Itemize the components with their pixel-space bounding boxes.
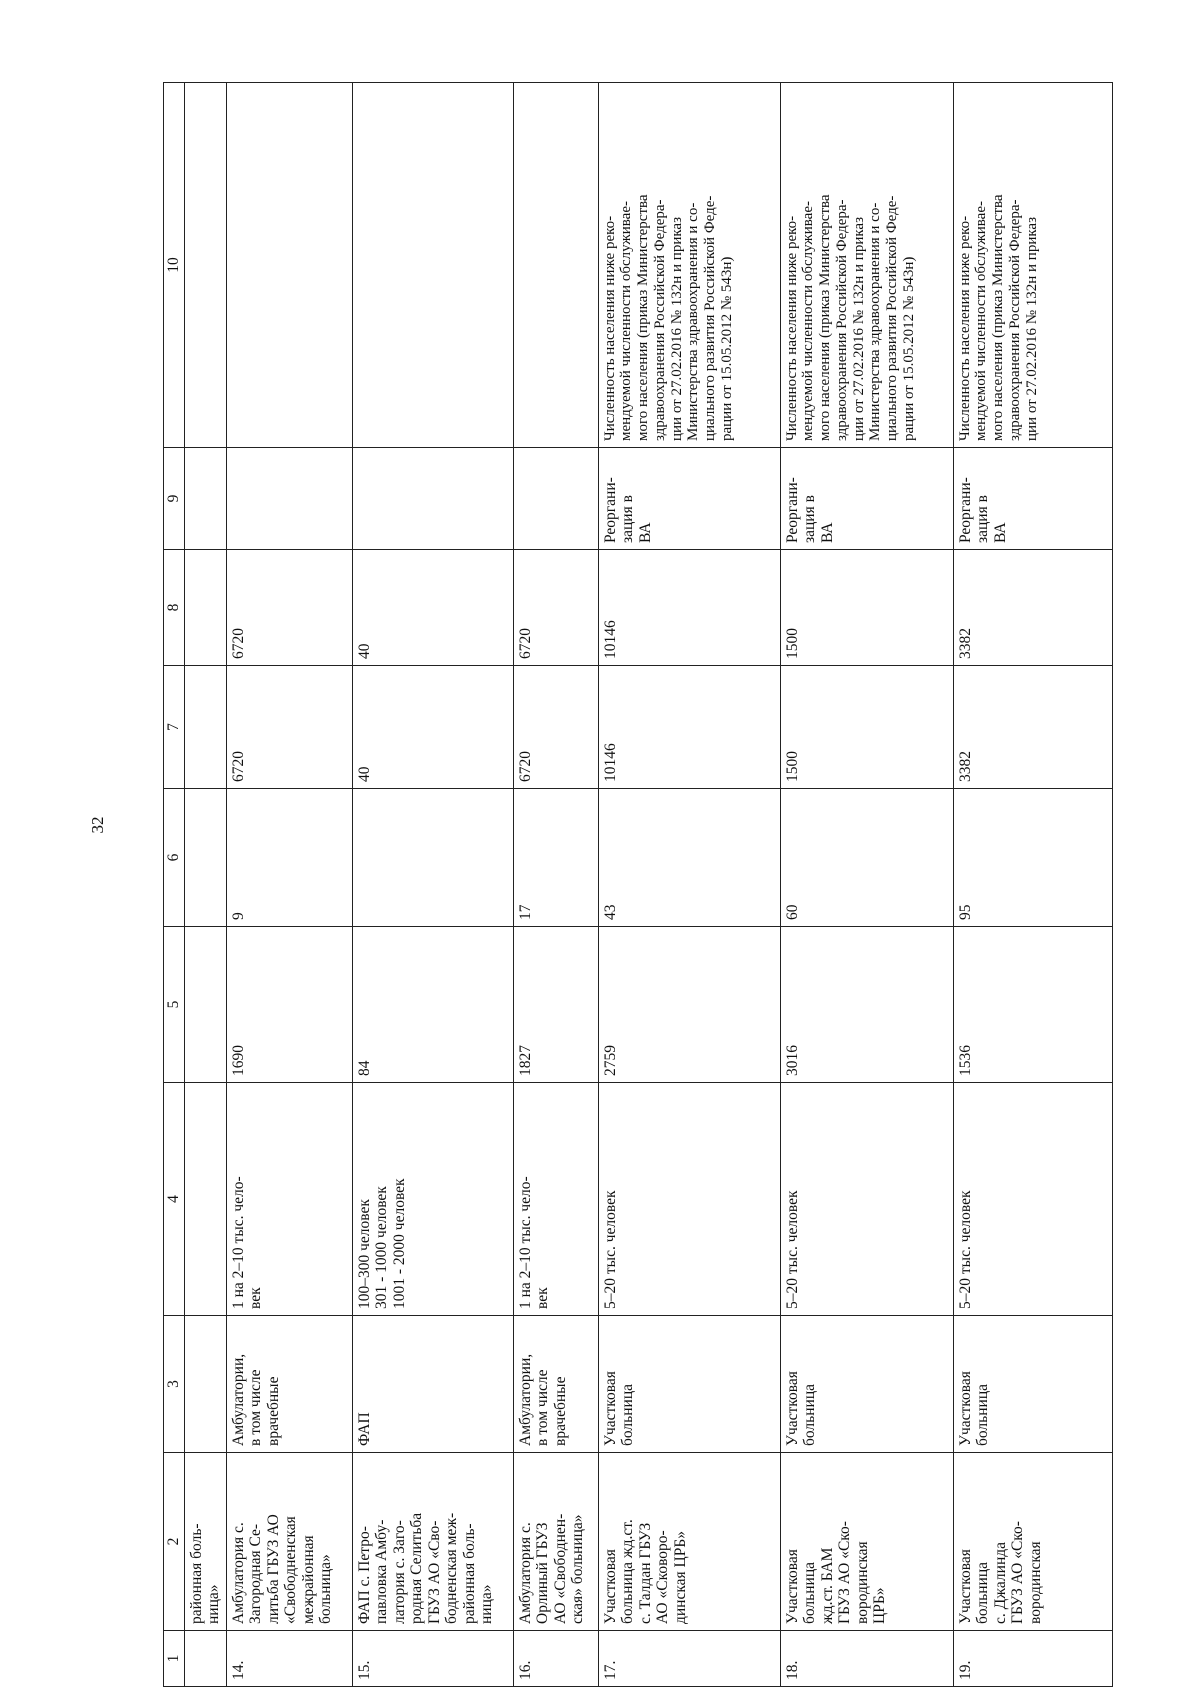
header-cell: 7	[164, 666, 185, 789]
header-cell: 1	[164, 1631, 185, 1687]
col-5-value: 84	[352, 927, 513, 1083]
col-10-notes: Численность населения ниже реко- мендуемой численности обслуживае- мого населения (приказ Министерства здравоохранения Российской Федера- ции от 27.02.2016 № 132н и приказ Министерства здравоохранения и со- циального развития Российской Феде- рации от 15.05.2012 № 543н)	[598, 83, 780, 448]
facility-name: Амбулатория с. Загородная Се- литьба ГБУЗ АО «Свободненская межрайонная больница»	[226, 1453, 352, 1631]
col-9-value	[352, 448, 513, 550]
population-norm: 100–300 человек 301 - 1000 человек 1001 - 2000 человек	[352, 1083, 513, 1316]
table-cell	[184, 666, 226, 789]
facility-name: Амбулатория с. Орлиный ГБУЗ АО «Свободнен- ская» больница»	[513, 1453, 598, 1631]
col-6-value	[352, 789, 513, 927]
row-number: 17.	[598, 1631, 780, 1687]
col-8-value: 6720	[226, 550, 352, 666]
header-cell: 5	[164, 927, 185, 1083]
table-cell	[184, 789, 226, 927]
col-9-value: Реоргани- зация в ВА	[780, 448, 953, 550]
col-8-value: 10146	[598, 550, 780, 666]
table-row	[598, 83, 780, 1687]
header-cell: 4	[164, 1083, 185, 1316]
table-cell	[184, 1631, 226, 1687]
col-7-value: 1500	[780, 666, 953, 789]
col-7-value: 6720	[513, 666, 598, 789]
continued-name-cell: районная боль- ница»	[184, 1453, 226, 1631]
facility-type: Участковая больница	[598, 1316, 780, 1453]
table-cell	[184, 927, 226, 1083]
row-number: 16.	[513, 1631, 598, 1687]
population-norm: 1 на 2–10 тыс. чело- век	[226, 1083, 352, 1316]
col-5-value: 1690	[226, 927, 352, 1083]
col-7-value: 3382	[953, 666, 1112, 789]
facility-type: ФАП	[352, 1316, 513, 1453]
col-6-value: 43	[598, 789, 780, 927]
header-cell: 3	[164, 1316, 185, 1453]
col-7-value: 6720	[226, 666, 352, 789]
col-10-notes	[226, 83, 352, 448]
header-cell: 10	[164, 83, 185, 448]
row-number: 19.	[953, 1631, 1112, 1687]
rotated-table-wrapper	[163, 83, 1088, 1687]
facility-type: Участковая больница	[780, 1316, 953, 1453]
table-cell	[184, 1083, 226, 1316]
header-cell: 9	[164, 448, 185, 550]
col-6-value: 17	[513, 789, 598, 927]
col-6-value: 9	[226, 789, 352, 927]
facility-type: Амбулатории, в том числе врачебные	[226, 1316, 352, 1453]
col-8-value: 1500	[780, 550, 953, 666]
facility-name: ФАП с. Петро- павловка Амбу- латория с. Заго- родная Селитьба ГБУЗ АО «Сво- бодненская меж- районная боль- ница»	[352, 1453, 513, 1631]
col-6-value: 60	[780, 789, 953, 927]
population-norm: 1 на 2–10 тыс. чело- век	[513, 1083, 598, 1316]
table-cell	[184, 550, 226, 666]
col-10-notes: Численность населения ниже реко- мендуемой численности обслуживае- мого населения (приказ Министерства здравоохранения Российской Федера- ции от 27.02.2016 № 132н и приказ Министерства здравоохранения и со- циального развития Российской Феде- рации от 15.05.2012 № 543н)	[780, 83, 953, 448]
facility-name: Участковая больница жд.ст. с. Талдан ГБУЗ АО «Сковоро- динская ЦРБ»	[598, 1453, 780, 1631]
facility-type: Амбулатории, в том числе врачебные	[513, 1316, 598, 1453]
row-number: 18.	[780, 1631, 953, 1687]
col-10-notes: Численность населения ниже реко- мендуемой численности обслуживае- мого населения (приказ Министерства здравоохранения Российской Федера- ции от 27.02.2016 № 132н и приказ	[953, 83, 1112, 448]
header-row	[164, 83, 185, 1687]
col-5-value: 1827	[513, 927, 598, 1083]
population-norm: 5–20 тыс. человек	[598, 1083, 780, 1316]
population-norm: 5–20 тыс. человек	[953, 1083, 1112, 1316]
table-cell	[184, 1316, 226, 1453]
table-cell	[184, 448, 226, 550]
table-row	[953, 83, 1112, 1687]
col-8-value: 6720	[513, 550, 598, 666]
col-7-value: 10146	[598, 666, 780, 789]
table-row	[513, 83, 598, 1687]
col-9-value	[513, 448, 598, 550]
facility-type: Участковая больница	[953, 1316, 1112, 1453]
population-norm: 5–20 тыс. человек	[780, 1083, 953, 1316]
col-7-value: 40	[352, 666, 513, 789]
col-8-value: 3382	[953, 550, 1112, 666]
facility-name: Участковая больница жд.ст. БАМ ГБУЗ АО «Ско- вородинская ЦРБ»	[780, 1453, 953, 1631]
col-6-value: 95	[953, 789, 1112, 927]
continuation-row	[184, 83, 226, 1687]
col-5-value: 1536	[953, 927, 1112, 1083]
col-9-value: Реоргани- зация в ВА	[598, 448, 780, 550]
facilities-table	[163, 82, 1113, 1687]
table-row	[780, 83, 953, 1687]
col-5-value: 3016	[780, 927, 953, 1083]
col-5-value: 2759	[598, 927, 780, 1083]
page-number: 32	[88, 816, 107, 834]
col-9-value: Реоргани- зация в ВА	[953, 448, 1112, 550]
col-8-value: 40	[352, 550, 513, 666]
table-row	[226, 83, 352, 1687]
table-cell	[184, 83, 226, 448]
col-9-value	[226, 448, 352, 550]
row-number: 15.	[352, 1631, 513, 1687]
facility-name: Участковая больница с. Джалинда ГБУЗ АО «Ско- вородинская	[953, 1453, 1112, 1631]
header-cell: 6	[164, 789, 185, 927]
row-number: 14.	[226, 1631, 352, 1687]
header-cell: 8	[164, 550, 185, 666]
header-cell: 2	[164, 1453, 185, 1631]
col-10-notes	[352, 83, 513, 448]
table-row	[352, 83, 513, 1687]
col-10-notes	[513, 83, 598, 448]
